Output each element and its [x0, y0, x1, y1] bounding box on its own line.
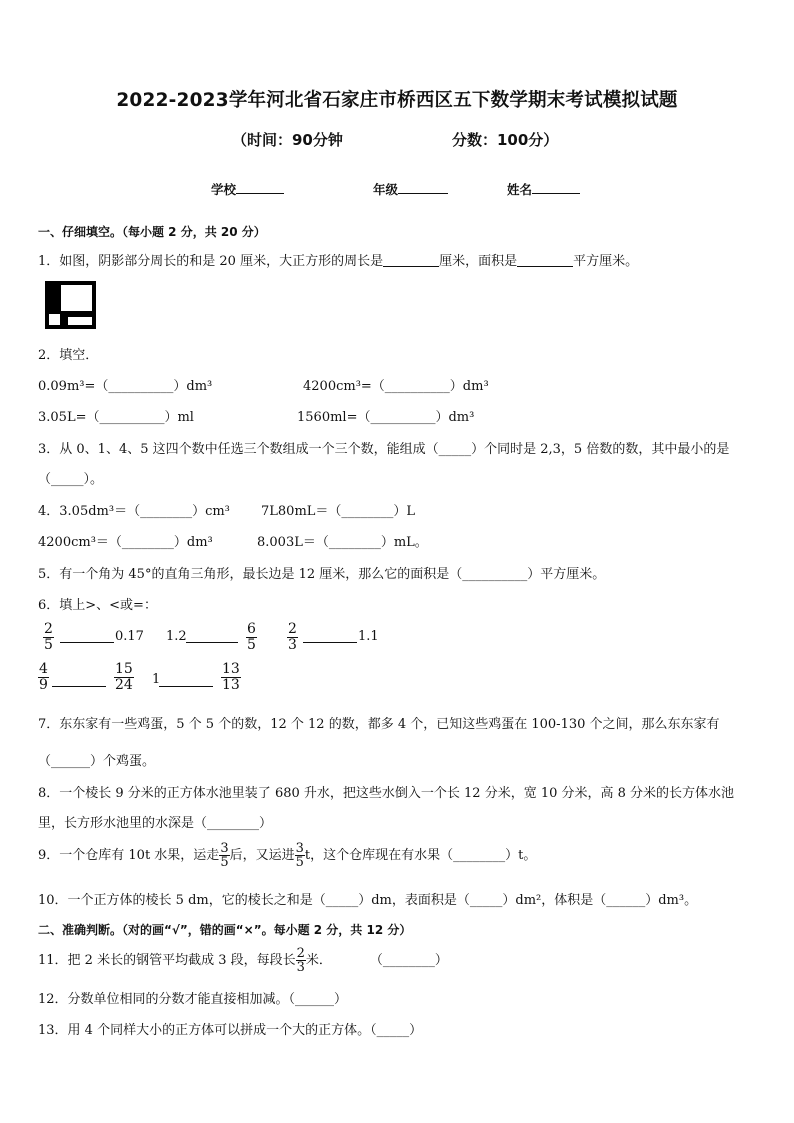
lower-left-white-square	[49, 314, 60, 325]
upper-right-white-square	[61, 285, 92, 311]
q6-value-1-2: 1.2	[166, 629, 187, 644]
q4-item-2: 7L80mL＝（________）L	[261, 504, 416, 519]
q6-blank-2[interactable]	[186, 630, 238, 643]
q9-fraction-1: $\frac{3}{5}$	[220, 841, 229, 870]
q2-item-1: 0.09m³=（__________）dm³	[38, 379, 213, 394]
q6-blank-5[interactable]	[159, 674, 213, 687]
grade-blank[interactable]	[398, 181, 448, 194]
q6-value-0-17: 0.17	[115, 629, 144, 644]
question-12: 12．分数单位相同的分数才能直接相加减。（______）	[38, 992, 348, 1007]
q11-answer: （________）	[369, 953, 448, 968]
question-5: 5．有一个角为 45°的直角三角形，最长边是 12 厘米，那么它的面积是（__________）平方厘米。	[38, 567, 606, 582]
name-field	[507, 180, 580, 198]
question-10: 10．一个正方体的棱长 5 dm，它的棱长之和是（_____）dm，表面积是（_____）dm²，体积是（______）dm³。	[38, 893, 698, 908]
q1-blank-2[interactable]	[517, 254, 573, 267]
question-9	[38, 838, 536, 874]
q9-text-c: t，这个仓库现在有水果（________）t。	[304, 848, 537, 863]
q2-label: 2．填空．	[38, 348, 99, 363]
question-11	[38, 943, 448, 979]
q1-text-a: 1．如图，阴影部分周长的和是 20 厘米，大正方形的周长是	[38, 254, 384, 269]
q3-line-1: 3．从 0、1、4、5 这四个数中任选三个数组成一个三个数，能组成（_____）个同时是 2,3，5 倍数的数，其中最小的是	[38, 442, 730, 457]
q6-fraction-4-9: $\frac{4}{9}$	[39, 661, 48, 693]
q8-line-1: 8．一个棱长 9 分米的正方体水池里装了 680 升水，把这些水倒入一个长 12 分米，宽 10 分米，高 8 分米的长方体水池	[38, 786, 735, 801]
q1-blank-1[interactable]	[383, 254, 439, 267]
grade-field	[373, 180, 448, 198]
q6-blank-4[interactable]	[52, 674, 106, 687]
q11-fraction: $\frac{2}{3}$	[296, 946, 305, 975]
q2-item-4: 1560ml=（__________）dm³	[297, 410, 475, 425]
q7-line-2: （______）个鸡蛋。	[38, 754, 156, 769]
q6-value-1-1: 1.1	[358, 629, 379, 644]
q9-text-b: 后，又运进	[229, 848, 295, 863]
section-1-heading: 一、仔细填空。（每小题 2 分，共 20 分）	[38, 225, 266, 239]
q6-fraction-2-5: $\frac{2}{5}$	[44, 621, 53, 653]
q1-text-b: 厘米，面积是	[439, 254, 518, 269]
q6-fraction-2-3: $\frac{2}{3}$	[288, 621, 297, 653]
question-1	[38, 250, 638, 269]
school-field	[211, 180, 284, 198]
school-label: 学校	[211, 182, 237, 197]
page-title: 2022-2023学年河北省石家庄市桥西区五下数学期末考试模拟试题	[116, 90, 678, 111]
q1-text-c: 平方厘米。	[573, 254, 639, 269]
q6-fraction-15-24: $\frac{15}{24}$	[115, 661, 133, 693]
name-blank[interactable]	[532, 181, 580, 194]
q3-line-2: （_____）。	[38, 472, 104, 487]
lower-right-white-rect	[68, 317, 92, 325]
q6-fraction-13-13: $\frac{13}{13}$	[222, 661, 240, 693]
school-blank[interactable]	[236, 181, 284, 194]
section-2-heading: 二、准确判断。（对的画“√”，错的画“×”。每小题 2 分，共 12 分）	[38, 923, 412, 937]
q4-item-1: 4．3.05dm³＝（________）cm³	[38, 504, 230, 519]
name-label: 姓名	[507, 182, 533, 197]
grade-label: 年级	[373, 182, 399, 197]
q6-fraction-6-5: $\frac{6}{5}$	[247, 621, 256, 653]
q2-item-2: 4200cm³=（__________）dm³	[303, 379, 489, 394]
q4-item-3: 4200cm³＝（________）dm³	[38, 535, 213, 550]
q11-text-a: 11．把 2 米长的钢管平均截成 3 段，每段长	[38, 953, 296, 968]
time-label: （时间：90分钟	[232, 131, 343, 149]
q2-item-3: 3.05L=（__________）ml	[38, 410, 194, 425]
q7-line-1: 7．东东家有一些鸡蛋，5 个 5 个的数，12 个 12 的数，都多 4 个，已知这些鸡蛋在 100-130 个之间，那么东东家有	[38, 717, 720, 732]
q9-fraction-2: $\frac{3}{5}$	[295, 841, 304, 870]
question-13: 13．用 4 个同样大小的正方体可以拼成一个大的正方体。（_____）	[38, 1023, 423, 1038]
square-figure	[44, 280, 97, 330]
q6-value-1: 1	[152, 672, 161, 687]
q9-text-a: 9．一个仓库有 10t 水果，运走	[38, 848, 220, 863]
q6-blank-3[interactable]	[303, 630, 357, 643]
score-label: 分数：100分）	[452, 131, 559, 149]
q4-item-4: 8.003L＝（________）mL。	[257, 535, 428, 550]
q8-line-2: 里，长方形水池里的水深是（________）	[38, 816, 273, 831]
q11-text-b: 米．	[305, 953, 332, 968]
q6-label: 6．填上>、<或=：	[38, 598, 157, 613]
q6-blank-1[interactable]	[60, 630, 114, 643]
